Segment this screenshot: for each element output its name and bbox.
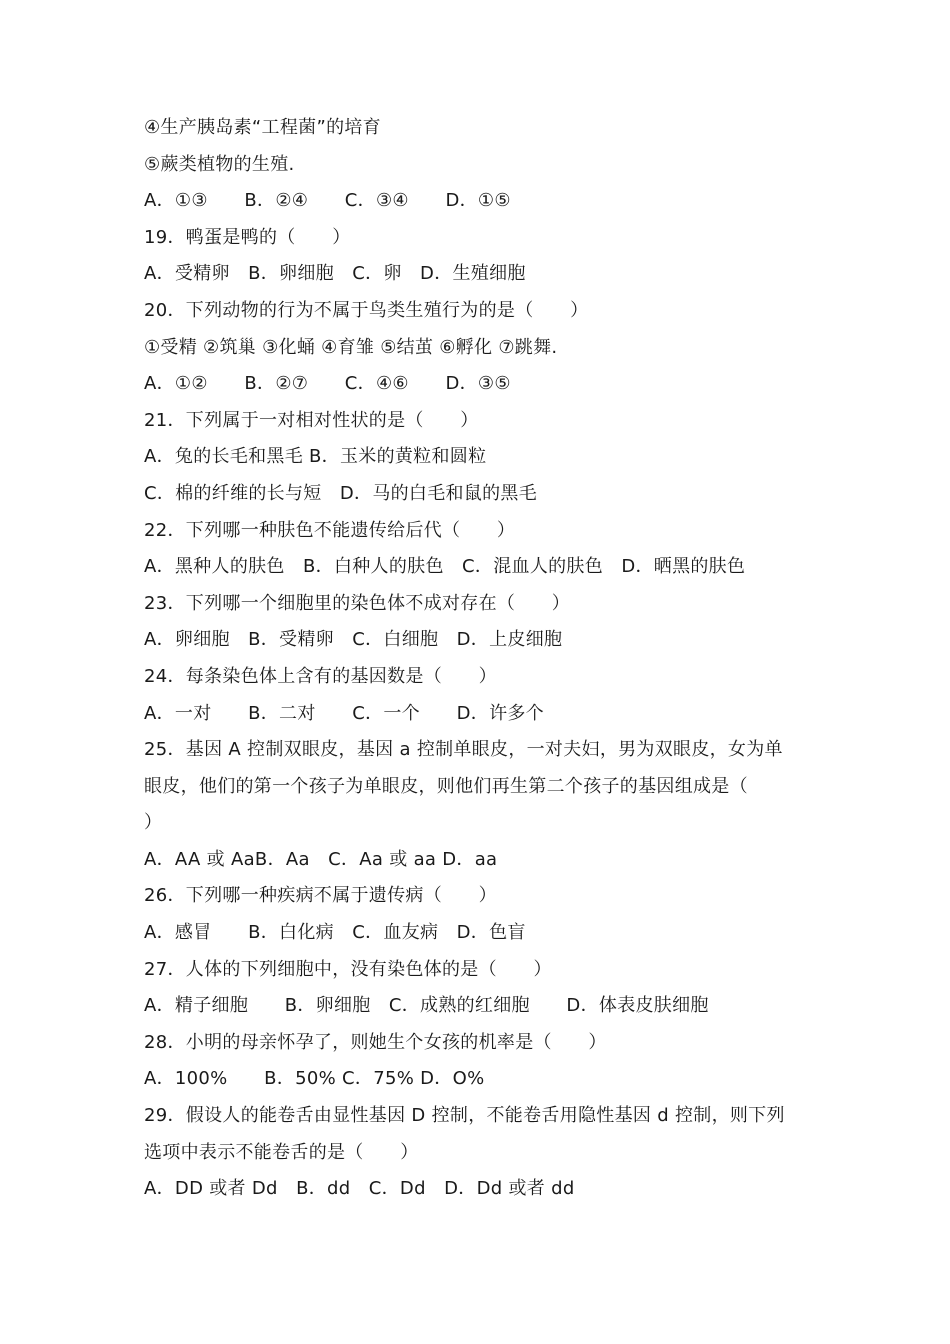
document-page <box>144 110 814 1208</box>
q27-question: 27．人体的下列细胞中，没有染色体的是（ ） <box>144 958 552 980</box>
q22-question: 22．下列哪一种肤色不能遗传给后代（ ） <box>144 519 516 541</box>
q20-answers: A．①② B．②⑦ C．④⑥ D．③⑤ <box>144 373 511 395</box>
q25-question-line3: ） <box>144 812 163 834</box>
q25-question-line2: 眼皮，他们的第一个孩子为单眼皮，则他们再生第二个孩子的基因组成是（ <box>144 775 748 797</box>
q29-question-line2: 选项中表示不能卷舌的是（ ） <box>144 1141 419 1163</box>
q27-answers: A．精子细胞 B．卵细胞 C．成熟的红细胞 D．体表皮肤细胞 <box>144 995 709 1017</box>
q25-question-line1: 25．基因 A 控制双眼皮，基因 a 控制单眼皮，一对夫妇，男为双眼皮，女为单 <box>144 739 783 761</box>
q28-answers: A．100% B．50% C．75% D．O% <box>144 1068 485 1090</box>
q23-answers: A．卵细胞 B．受精卵 C．白细胞 D．上皮细胞 <box>144 629 563 651</box>
q26-question: 26．下列哪一种疾病不属于遗传病（ ） <box>144 885 497 907</box>
q20-question: 20．下列动物的行为不属于鸟类生殖行为的是（ ） <box>144 299 589 321</box>
q26-answers: A．感冒 B．白化病 C．血友病 D．色盲 <box>144 922 526 944</box>
q18-answers: A．①③ B．②④ C．③④ D．①⑤ <box>144 190 511 212</box>
text-line-q18-option4: ④生产胰岛素“工程菌”的培育 <box>144 117 381 138</box>
text-line-q18-option5: ⑤蕨类植物的生殖. <box>144 153 295 175</box>
q29-answers: A．DD 或者 Dd B．dd C．Dd D．Dd 或者 dd <box>144 1178 575 1200</box>
q20-items: ①受精 ②筑巢 ③化蛹 ④育雏 ⑤结茧 ⑥孵化 ⑦跳舞. <box>144 336 558 358</box>
q22-answers: A．黑种人的肤色 B．白种人的肤色 C．混血人的肤色 D．晒黑的肤色 <box>144 556 746 578</box>
q25-answers: A．AA 或 AaB．Aa C．Aa 或 aa D．aa <box>144 848 498 870</box>
q21-answers-cd: C．棉的纤维的长与短 D．马的白毛和鼠的黑毛 <box>144 482 538 504</box>
q19-question: 19．鸭蛋是鸭的（ ） <box>144 226 351 248</box>
q24-question: 24．每条染色体上含有的基因数是（ ） <box>144 665 497 687</box>
q28-question: 28．小明的母亲怀孕了，则她生个女孩的机率是（ ） <box>144 1031 607 1053</box>
q24-answers: A．一对 B．二对 C．一个 D．许多个 <box>144 702 544 724</box>
q19-answers: A．受精卵 B．卵细胞 C．卵 D．生殖细胞 <box>144 263 526 285</box>
q23-question: 23．下列哪一个细胞里的染色体不成对存在（ ） <box>144 592 571 614</box>
q29-question-line1: 29．假设人的能卷舌由显性基因 D 控制，不能卷舌用隐性基因 d 控制，则下列 <box>144 1105 785 1127</box>
q21-answers-ab: A．兔的长毛和黑毛 B．玉米的黄粒和圆粒 <box>144 446 487 468</box>
q21-question: 21．下列属于一对相对性状的是（ ） <box>144 409 479 431</box>
